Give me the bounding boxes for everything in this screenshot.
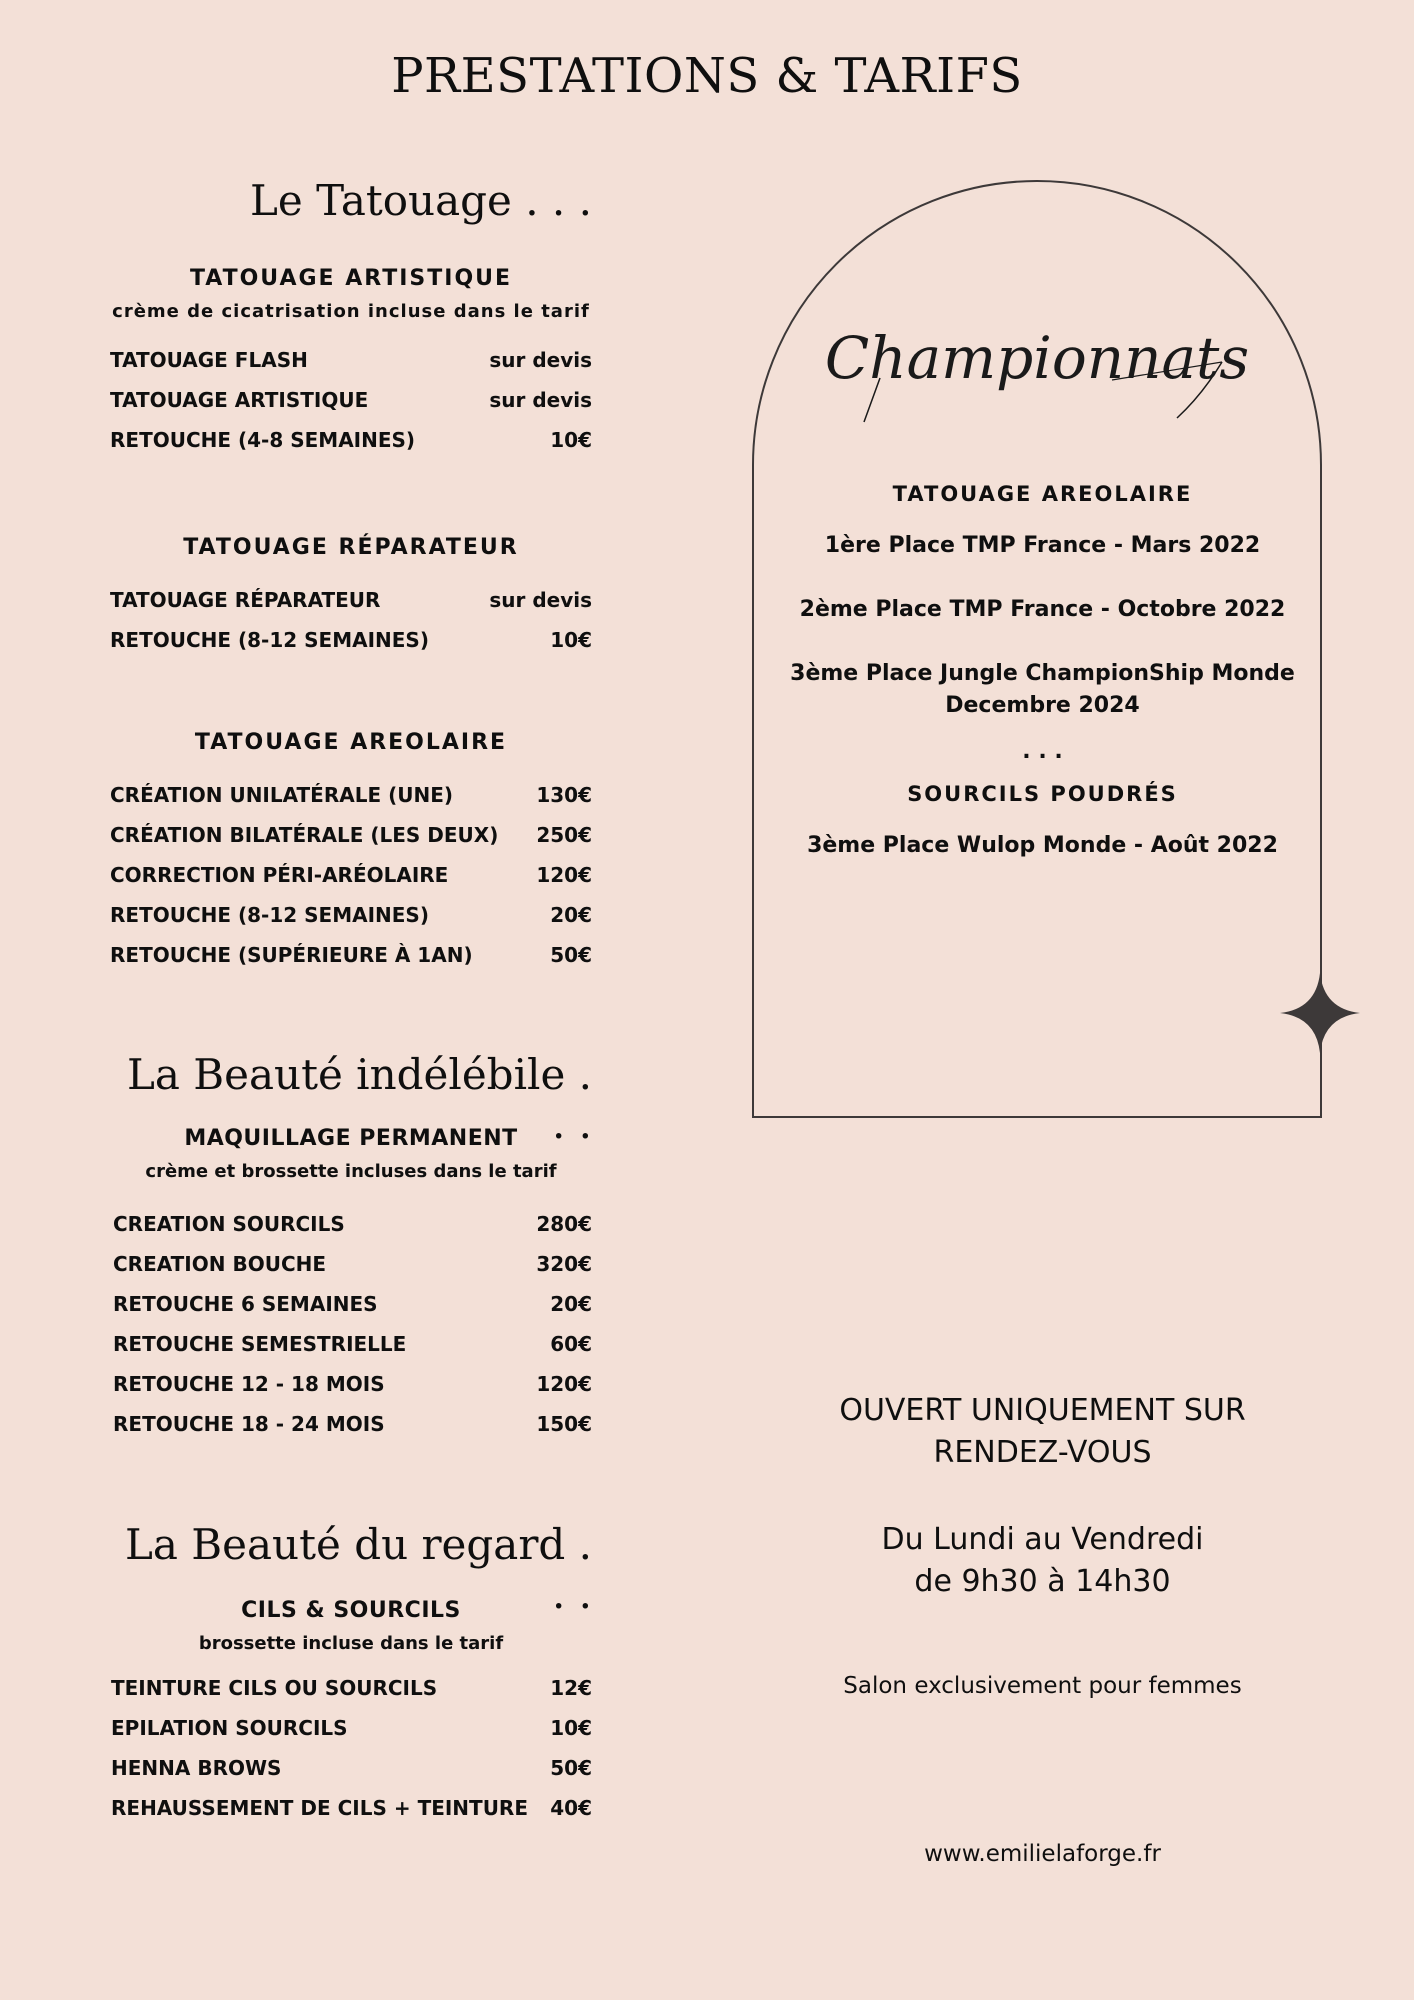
subsection-title: TATOUAGE RÉPARATEUR	[183, 535, 519, 560]
opening-line: OUVERT UNIQUEMENT SUR	[839, 1393, 1246, 1428]
price-row	[113, 1284, 592, 1324]
championnats-title	[752, 300, 1322, 434]
page-title: PRESTATIONS & TARIFS	[391, 48, 1023, 104]
service-price: 250€	[536, 823, 592, 847]
service-label: RETOUCHE 12 - 18 MOIS	[113, 1372, 385, 1396]
service-price: 280€	[536, 1212, 592, 1236]
price-row	[110, 620, 592, 660]
service-label: TEINTURE CILS OU SOURCILS	[111, 1676, 438, 1700]
price-row	[111, 1788, 592, 1828]
service-label: CORRECTION PÉRI-ARÉOLAIRE	[110, 863, 449, 887]
championnat-ellipsis: . . .	[1022, 739, 1063, 764]
opening-info	[780, 1390, 1305, 1474]
service-label: RETOUCHE (4-8 SEMAINES)	[110, 428, 416, 452]
service-price: 60€	[550, 1332, 592, 1356]
championnats-section-title: SOURCILS POUDRÉS	[907, 782, 1178, 806]
price-row	[113, 1204, 592, 1244]
service-price: 50€	[550, 943, 592, 967]
section-heading-indelebile: La Beauté indélébile . . .	[127, 1050, 592, 1148]
maquillage-permanent-block	[110, 1126, 592, 1444]
subsection-title: TATOUAGE ARTISTIQUE	[189, 266, 513, 291]
service-label: TATOUAGE FLASH	[110, 348, 308, 372]
section-heading-regard: La Beauté du regard . . .	[125, 1520, 592, 1618]
championnats-section-title: TATOUAGE AREOLAIRE	[892, 482, 1193, 506]
service-label: RETOUCHE (8-12 SEMAINES)	[110, 628, 429, 652]
subsection-title: TATOUAGE AREOLAIRE	[194, 730, 508, 755]
opening-days: Du Lundi au Vendredi	[881, 1522, 1204, 1557]
service-price: 20€	[550, 1292, 592, 1316]
subsection-title: CILS & SOURCILS	[241, 1598, 461, 1623]
service-label: EPILATION SOURCILS	[111, 1716, 348, 1740]
service-label: CRÉATION BILATÉRALE (LES DEUX)	[110, 823, 499, 847]
championnat-entry: 3ème Place Wulop Monde - Août 2022	[807, 833, 1278, 858]
service-price: 150€	[536, 1412, 592, 1436]
subsection-note: crème et brossette incluses dans le tarif	[145, 1161, 557, 1182]
service-price: 50€	[550, 1756, 592, 1780]
opening-line: RENDEZ-VOUS	[933, 1435, 1152, 1470]
service-price: sur devis	[489, 388, 592, 412]
sparkle-icon	[1280, 973, 1360, 1053]
price-row	[110, 935, 592, 975]
price-row	[113, 1244, 592, 1284]
service-price: 120€	[536, 863, 592, 887]
website-link[interactable]: www.emilielaforge.fr	[924, 1841, 1161, 1867]
service-price: 130€	[536, 783, 592, 807]
tatouage-artistique-block	[110, 266, 592, 460]
service-price: 10€	[550, 428, 592, 452]
subsection-note: crème de cicatrisation incluse dans le tarif	[112, 301, 590, 322]
service-label: RETOUCHE (8-12 SEMAINES)	[110, 903, 429, 927]
price-list	[110, 340, 592, 460]
championnats-script	[752, 300, 1322, 430]
price-list	[110, 580, 592, 660]
tatouage-areolaire-block	[110, 730, 592, 975]
service-label: CREATION BOUCHE	[113, 1252, 327, 1276]
price-row	[113, 1404, 592, 1444]
service-label: RETOUCHE 18 - 24 MOIS	[113, 1412, 385, 1436]
service-price: 10€	[550, 628, 592, 652]
price-row	[110, 420, 592, 460]
service-label: HENNA BROWS	[111, 1756, 282, 1780]
salon-note: Salon exclusivement pour femmes	[843, 1673, 1242, 1699]
service-price: sur devis	[489, 588, 592, 612]
price-row	[111, 1748, 592, 1788]
tatouage-reparateur-block	[110, 535, 592, 660]
cils-sourcils-block	[110, 1598, 592, 1828]
service-label: TATOUAGE RÉPARATEUR	[110, 588, 381, 612]
subsection-note: brossette incluse dans le tarif	[198, 1633, 504, 1654]
price-list	[110, 775, 592, 975]
championnat-entry: 3ème Place Jungle ChampionShip Monde	[790, 661, 1295, 686]
championnat-entry: 2ème Place TMP France - Octobre 2022	[799, 597, 1286, 622]
championnat-entry: 1ère Place TMP France - Mars 2022	[824, 533, 1261, 558]
price-row	[110, 855, 592, 895]
championnats-script-text: Championnats	[824, 324, 1250, 392]
service-label: REHAUSSEMENT DE CILS + TEINTURE	[111, 1796, 528, 1820]
price-row	[111, 1708, 592, 1748]
service-label: CRÉATION UNILATÉRALE (UNE)	[110, 783, 454, 807]
service-label: TATOUAGE ARTISTIQUE	[110, 388, 369, 412]
service-price: 120€	[536, 1372, 592, 1396]
service-label: RETOUCHE (SUPÉRIEURE À 1AN)	[110, 943, 473, 967]
service-label: CREATION SOURCILS	[113, 1212, 345, 1236]
price-row	[110, 380, 592, 420]
price-row	[111, 1668, 592, 1708]
price-row	[113, 1364, 592, 1404]
service-price: 20€	[550, 903, 592, 927]
championnats-list	[780, 482, 1305, 862]
price-list	[110, 1204, 592, 1444]
opening-hours	[780, 1519, 1305, 1603]
subsection-title: MAQUILLAGE PERMANENT	[184, 1126, 518, 1151]
price-row	[110, 580, 592, 620]
service-price: 12€	[550, 1676, 592, 1700]
price-row	[110, 340, 592, 380]
service-label: RETOUCHE 6 SEMAINES	[113, 1292, 378, 1316]
championnat-entry-date: Decembre 2024	[945, 693, 1140, 718]
price-row	[110, 775, 592, 815]
service-price: sur devis	[489, 348, 592, 372]
service-price: 10€	[550, 1716, 592, 1740]
opening-time: de 9h30 à 14h30	[914, 1564, 1171, 1599]
price-row	[110, 815, 592, 855]
service-price: 320€	[536, 1252, 592, 1276]
section-heading-tatouage: Le Tatouage . . .	[250, 176, 592, 225]
price-list	[110, 1668, 592, 1828]
service-price: 40€	[550, 1796, 592, 1820]
service-label: RETOUCHE SEMESTRIELLE	[113, 1332, 407, 1356]
price-row	[110, 895, 592, 935]
price-row	[113, 1324, 592, 1364]
